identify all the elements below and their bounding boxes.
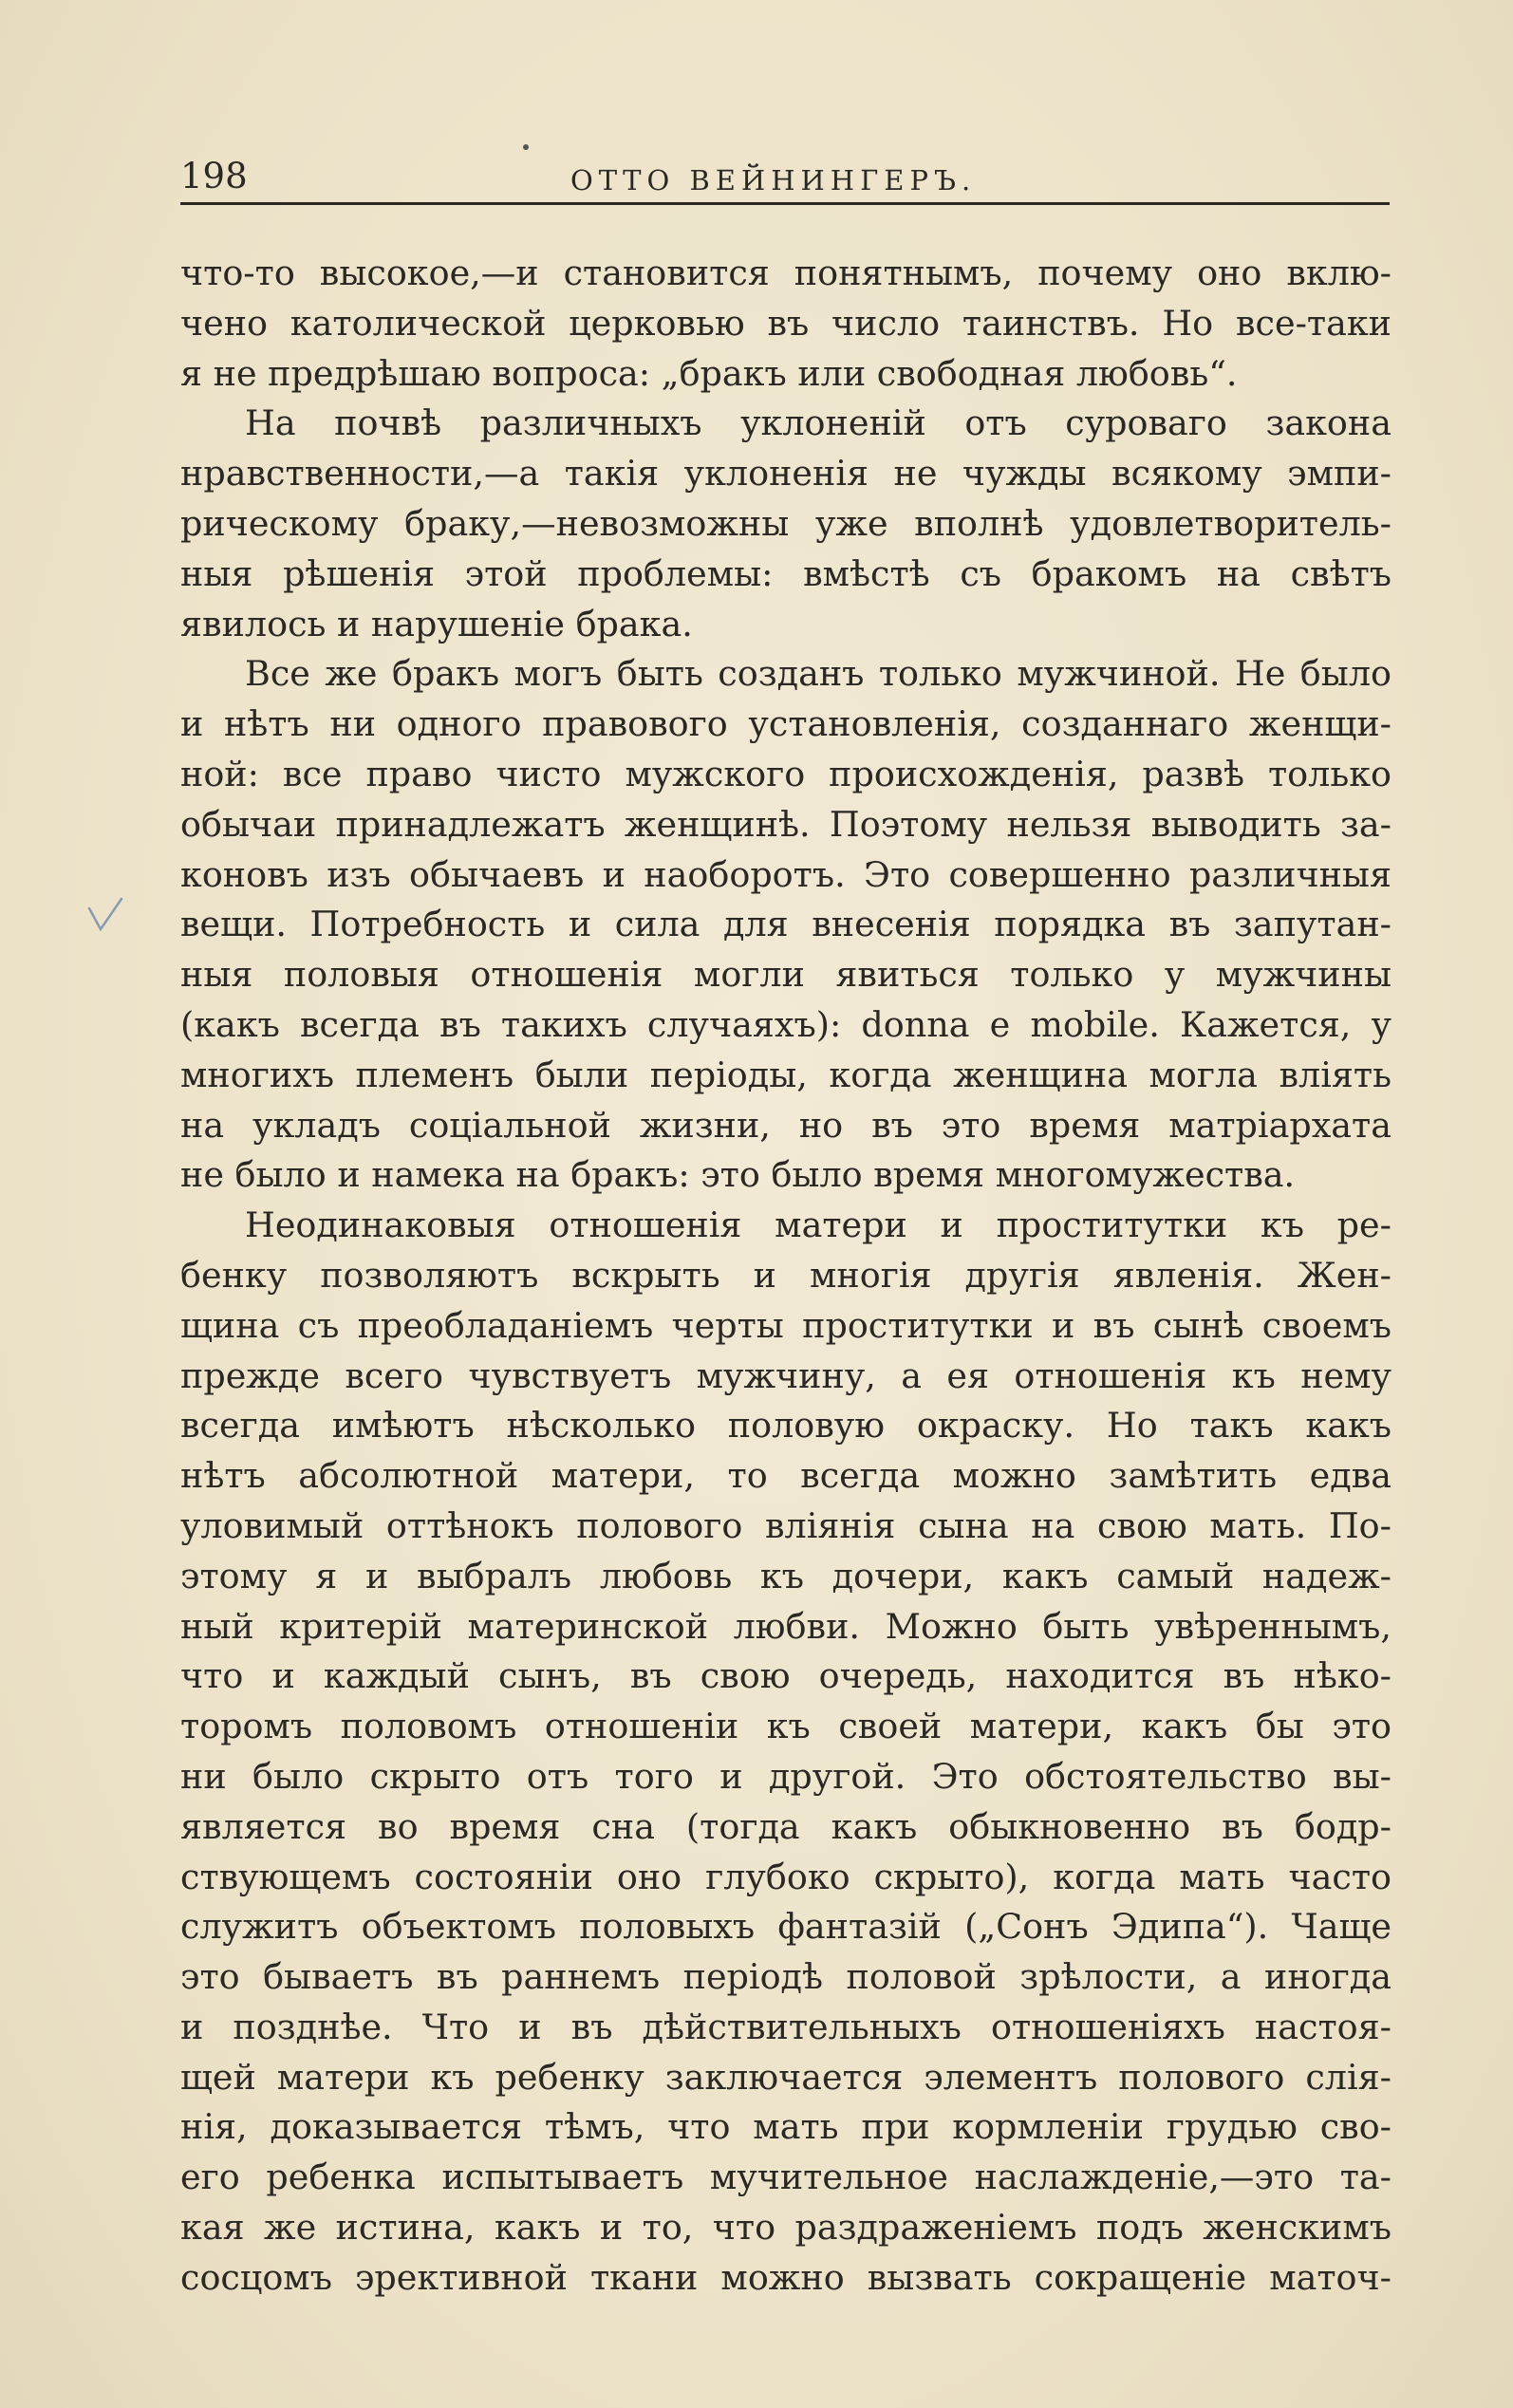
ink-speck bbox=[523, 144, 529, 150]
text-line: нѣтъ абсолютной матери, то всегда можно замѣтить едва bbox=[180, 1455, 1392, 1497]
text-line: это бываетъ въ раннемъ періодѣ половой зрѣлости, а иногда bbox=[180, 1956, 1392, 1998]
text-line: ни было скрыто отъ того и другой. Это обстоятельство вы- bbox=[180, 1755, 1392, 1797]
text-line: на укладъ соціальной жизни, но въ это время матріархата bbox=[180, 1104, 1392, 1146]
text-line: Неодинаковыя отношенія матери и проститутки къ ре- bbox=[245, 1204, 1392, 1246]
text-line: щина съ преобладаніемъ черты проститутки и въ сынѣ своемъ bbox=[180, 1304, 1392, 1346]
text-line: ный критерій материнской любви. Можно быть увѣреннымъ, bbox=[180, 1605, 1392, 1647]
text-line: торомъ половомъ отношеніи къ своей матери, какъ бы это bbox=[180, 1706, 1392, 1747]
text-line: явилось и нарушеніе брака. bbox=[180, 603, 693, 644]
text-line: ной: все право чисто мужского происхожденія, развѣ только bbox=[180, 753, 1392, 794]
text-line: ныя половыя отношенія могли явиться только у мужчины bbox=[180, 954, 1392, 996]
text-line: не было и намека на бракъ: это было время многомужества. bbox=[180, 1154, 1296, 1196]
text-line: я не предрѣшаю вопроса: „бракъ или свободная любовь“. bbox=[180, 352, 1238, 394]
text-line: рическому браку,—невозможны уже вполнѣ удовлетворитель- bbox=[180, 502, 1392, 544]
text-line: бенку позволяютъ вскрыть и многія другія явленія. Жен- bbox=[180, 1254, 1392, 1296]
text-line: что и каждый сынъ, въ свою очередь, находится въ нѣко- bbox=[180, 1655, 1392, 1697]
text-line: что-то высокое,—и становится понятнымъ, почему оно вклю- bbox=[180, 252, 1392, 293]
text-line: является во время сна (тогда какъ обыкновенно въ бодр- bbox=[180, 1805, 1392, 1847]
header-rule-right bbox=[1122, 202, 1390, 205]
text-line: нія, доказывается тѣмъ, что мать при кормленіи грудью сво- bbox=[180, 2106, 1392, 2148]
text-line: сосцомъ эрективной ткани можно вызвать сокращеніе маточ- bbox=[180, 2256, 1392, 2298]
text-line: его ребенка испытываетъ мучительное наслажденіе,—это та- bbox=[180, 2156, 1392, 2198]
header-rule bbox=[180, 202, 1131, 205]
text-line: Все же бракъ могъ быть созданъ только мужчиной. Не было bbox=[245, 653, 1392, 695]
text-line: кая же истина, какъ и то, что раздраженіемъ подъ женскимъ bbox=[180, 2207, 1392, 2249]
text-line: нравственности,—а такія уклоненія не чужды всякому эмпи- bbox=[180, 453, 1392, 495]
body-text bbox=[180, 249, 1392, 2304]
text-line: и позднѣе. Что и въ дѣйствительныхъ отношеніяхъ настоя- bbox=[180, 2006, 1392, 2047]
text-line: обычаи принадлежатъ женщинѣ. Поэтому нельзя выводить за- bbox=[180, 803, 1392, 845]
text-line: прежде всего чувствуетъ мужчину, а ея отношенія къ нему bbox=[180, 1354, 1392, 1396]
text-line: ствующемъ состояніи оно глубоко скрыто), когда мать часто bbox=[180, 1856, 1392, 1897]
text-line: служитъ объектомъ половыхъ фантазій („Сонъ Эдипа“). Чаще bbox=[180, 1906, 1392, 1948]
text-line: (какъ всегда въ такихъ случаяхъ): donna e mobile. Кажется, у bbox=[180, 1003, 1392, 1045]
text-line: коновъ изъ обычаевъ и наоборотъ. Это совершенно различныя bbox=[180, 853, 1392, 895]
text-line: всегда имѣютъ нѣсколько половую окраску. Но такъ какъ bbox=[180, 1405, 1392, 1447]
text-line: ныя рѣшенія этой проблемы: вмѣстѣ съ бракомъ на свѣтъ bbox=[180, 552, 1392, 594]
running-head: ОТТО ВЕЙНИНГЕРЪ. bbox=[570, 164, 977, 196]
text-line: этому я и выбралъ любовь къ дочери, какъ самый надеж- bbox=[180, 1555, 1392, 1596]
page-header bbox=[180, 152, 1392, 201]
text-line: щей матери къ ребенку заключается элементъ полового слія- bbox=[180, 2056, 1392, 2098]
text-line: и нѣтъ ни одного правового установленія, созданнаго женщи- bbox=[180, 703, 1392, 745]
text-line: вещи. Потребность и сила для внесенія порядка въ запутан- bbox=[180, 904, 1392, 945]
text-line: многихъ племенъ были періоды, когда женщина могла вліять bbox=[180, 1054, 1392, 1095]
text-line: уловимый оттѣнокъ полового вліянія сына на свою мать. По- bbox=[180, 1504, 1392, 1546]
page-number: 198 bbox=[180, 156, 248, 196]
pencil-checkmark-icon bbox=[87, 897, 125, 935]
text-line: чено католической церковью въ число таинствъ. Но все-таки bbox=[180, 302, 1392, 344]
text-line: На почвѣ различныхъ уклоненій отъ суроваго закона bbox=[245, 402, 1392, 444]
